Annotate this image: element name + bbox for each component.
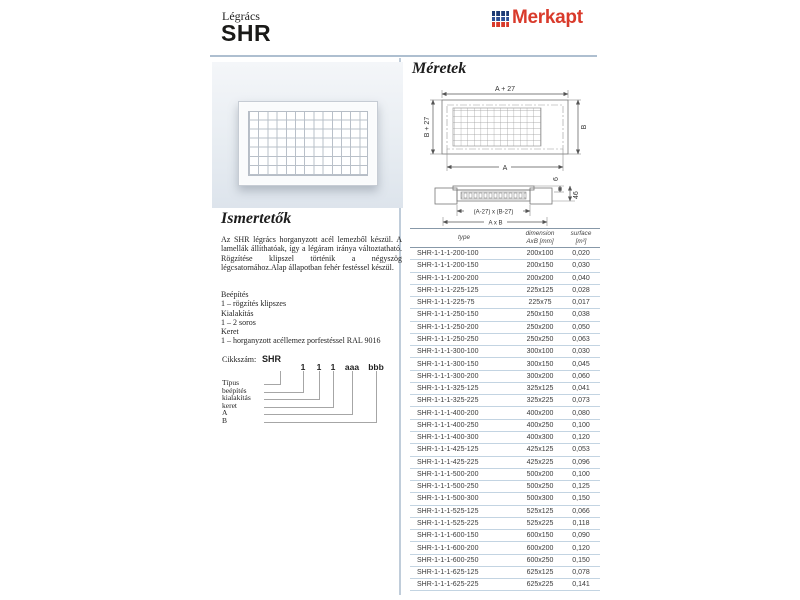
surface-cell: 0,050: [572, 323, 590, 331]
dimension-cell: 625x125: [526, 569, 554, 577]
type-cell: SHR-1-1-1-225-125: [417, 286, 479, 294]
table-row: [410, 469, 600, 481]
dimension-cell: 400x300: [526, 434, 554, 442]
spec-value: 1 – horganyzott acéllemez porfestéssel RAL 9016: [221, 336, 381, 346]
table-row: [410, 297, 600, 309]
order-code-position: 1: [300, 362, 306, 372]
surface-cell: 0,125: [572, 483, 590, 491]
product-photo: [212, 62, 403, 208]
dimension-cell: 225x75: [528, 299, 552, 307]
table-row: [410, 273, 600, 285]
surface-cell: 0,078: [572, 569, 590, 577]
lamella-teeth: [461, 192, 526, 199]
order-code-position: 1: [330, 362, 336, 372]
dimension-drawing: [408, 80, 600, 232]
surface-cell: 0,141: [572, 581, 590, 589]
dimension-cell: 400x200: [526, 409, 554, 417]
surface-cell: 0,100: [572, 421, 590, 429]
dimension-cell: 600x200: [526, 544, 554, 552]
brand-grid-icon: [492, 10, 510, 27]
surface-cell: 0,041: [572, 385, 590, 393]
order-code-position: 1: [316, 362, 322, 372]
size-table-header: [410, 228, 600, 248]
spec-term: Beépítés: [221, 290, 249, 299]
surface-cell: 0,040: [572, 274, 590, 282]
order-diagram: [214, 350, 400, 430]
type-cell: SHR-1-1-1-600-200: [417, 544, 479, 552]
surface-cell: 0,053: [572, 446, 590, 454]
surface-cell: 0,017: [572, 299, 590, 307]
type-cell: SHR-1-1-1-500-300: [417, 495, 479, 503]
surface-cell: 0,080: [572, 409, 590, 417]
table-row: [410, 555, 600, 567]
size-table-rows: [410, 248, 600, 591]
header-divider: [210, 55, 597, 57]
surface-cell: 0,030: [572, 262, 590, 270]
dimension-cell: 400x250: [526, 421, 554, 429]
surface-cell: 0,118: [572, 519, 590, 527]
front-view: [424, 86, 588, 172]
dimension-cell: 625x225: [526, 581, 554, 589]
spec-list: [221, 290, 406, 346]
table-row: [410, 346, 600, 358]
table-row: [410, 285, 600, 297]
table-row: [410, 444, 600, 456]
brand-name: Merkapt: [512, 7, 583, 28]
brand-logo: [492, 7, 583, 29]
dim-overall: A x B: [488, 220, 503, 227]
surface-cell: 0,090: [572, 532, 590, 540]
dimension-cell: 200x100: [526, 250, 554, 258]
section-view: [435, 177, 580, 227]
order-legend-label: kialakítás: [222, 393, 251, 402]
surface-cell: 0,020: [572, 250, 590, 258]
dimension-cell: 300x200: [526, 372, 554, 380]
type-cell: SHR-1-1-1-300-200: [417, 372, 479, 380]
type-cell: SHR-1-1-1-425-225: [417, 458, 479, 466]
dimension-cell: 600x250: [526, 556, 554, 564]
surface-cell: 0,150: [572, 556, 590, 564]
type-cell: SHR-1-1-1-400-300: [417, 434, 479, 442]
spec-value: 1 – rögzítés klipszes: [221, 299, 287, 309]
type-cell: SHR-1-1-1-625-225: [417, 581, 479, 589]
type-cell: SHR-1-1-1-250-150: [417, 311, 479, 319]
dimension-cell: 250x250: [526, 335, 554, 343]
table-row: [410, 371, 600, 383]
type-cell: SHR-1-1-1-625-125: [417, 569, 479, 577]
dimension-cell: 300x100: [526, 348, 554, 356]
dim-6: 6: [553, 177, 560, 181]
dimension-cell: 200x200: [526, 274, 554, 282]
section-heading-meretek: Méretek: [412, 60, 467, 77]
surface-cell: 0,060: [572, 372, 590, 380]
type-cell: SHR-1-1-1-600-150: [417, 532, 479, 540]
dimension-cell: 500x250: [526, 483, 554, 491]
table-row: [410, 395, 600, 407]
order-legend-label: beépítés: [222, 385, 247, 395]
table-row: [410, 248, 600, 260]
grille-lamella-grid: [248, 111, 368, 176]
table-row: [410, 334, 600, 346]
surface-cell: 0,120: [572, 434, 590, 442]
order-code-prefix: SHR: [262, 354, 282, 364]
type-cell: SHR-1-1-1-325-125: [417, 385, 479, 393]
table-row: [410, 481, 600, 493]
dimension-cell: 425x125: [526, 446, 554, 454]
surface-cell: 0,096: [572, 458, 590, 466]
table-row: [410, 579, 600, 591]
table-row: [410, 506, 600, 518]
type-cell: SHR-1-1-1-250-200: [417, 323, 479, 331]
order-legend-label: B: [222, 415, 228, 425]
type-cell: SHR-1-1-1-300-150: [417, 360, 479, 368]
surface-cell: 0,028: [572, 286, 590, 294]
type-cell: SHR-1-1-1-525-225: [417, 519, 479, 527]
type-cell: SHR-1-1-1-250-250: [417, 335, 479, 343]
table-row: [410, 457, 600, 469]
dimension-cell: 325x225: [526, 397, 554, 405]
table-row: [410, 530, 600, 542]
dimension-cell: 500x300: [526, 495, 554, 503]
surface-cell: 0,045: [572, 360, 590, 368]
table-row: [410, 432, 600, 444]
type-cell: SHR-1-1-1-300-100: [417, 348, 479, 356]
surface-cell: 0,063: [572, 335, 590, 343]
type-cell: SHR-1-1-1-400-200: [417, 409, 479, 417]
product-description: Az SHR légrács horganyzott acél lemezből készül. A lamellák állíthatóak, így a légáram iránya változtatható. Rögzítése klipszel történik a négyszög légcsatornához.Alap állapotban fehér festéssel készül.: [221, 235, 402, 272]
dim-b-plus-27: B + 27: [424, 116, 431, 138]
type-cell: SHR-1-1-1-325-225: [417, 397, 479, 405]
dimension-cell: 200x150: [526, 262, 554, 270]
type-cell: SHR-1-1-1-200-150: [417, 262, 479, 270]
dimension-cell: 525x125: [526, 507, 554, 515]
type-cell: SHR-1-1-1-400-250: [417, 421, 479, 429]
dim-46: 46: [573, 191, 580, 199]
dim-a: A: [502, 165, 508, 172]
table-row: [410, 567, 600, 579]
table-row: [410, 407, 600, 419]
table-row: [410, 420, 600, 432]
table-row: [410, 542, 600, 554]
type-cell: SHR-1-1-1-600-250: [417, 556, 479, 564]
order-legend-label: keret: [222, 400, 237, 410]
table-row: [410, 383, 600, 395]
dimension-cell: 600x150: [526, 532, 554, 540]
table-row: [410, 260, 600, 272]
dim-neck: (A-27) x (B-27): [473, 209, 514, 216]
order-legend-label: A: [222, 408, 228, 417]
dimension-cell: 250x150: [526, 311, 554, 319]
size-table: [410, 228, 600, 591]
surface-cell: 0,120: [572, 544, 590, 552]
page-title: SHR: [221, 20, 272, 46]
type-cell: SHR-1-1-1-200-200: [417, 274, 479, 282]
dimension-cell: 425x225: [526, 458, 554, 466]
surface-cell: 0,073: [572, 397, 590, 405]
type-cell: SHR-1-1-1-500-200: [417, 470, 479, 478]
product-category: Légrács: [222, 9, 260, 23]
surface-cell: 0,150: [572, 495, 590, 503]
col-header-dimension: dimension AxB [mm]: [525, 230, 555, 245]
dimension-cell: 225x125: [526, 286, 554, 294]
order-code-position: aaa: [344, 362, 360, 372]
col-header-type: type: [458, 234, 470, 242]
table-row: [410, 358, 600, 370]
order-code-position: bbb: [368, 362, 384, 372]
section-heading-ismertetok: Ismertetők: [221, 210, 292, 227]
dim-a-plus-27: A + 27: [494, 86, 516, 93]
type-cell: SHR-1-1-1-525-125: [417, 507, 479, 515]
table-row: [410, 322, 600, 334]
grille-frame: [238, 101, 378, 186]
surface-cell: 0,100: [572, 470, 590, 478]
spec-term: Kialakítás: [221, 308, 254, 318]
dimension-cell: 525x225: [526, 519, 554, 527]
table-row: [410, 518, 600, 530]
order-legend: [222, 379, 251, 424]
spec-term: Keret: [221, 327, 239, 337]
type-cell: SHR-1-1-1-500-250: [417, 483, 479, 491]
type-cell: SHR-1-1-1-425-125: [417, 446, 479, 454]
table-row: [410, 309, 600, 321]
order-legend-label: Típus: [222, 378, 240, 387]
dimension-cell: 325x125: [526, 385, 554, 393]
table-row: [410, 493, 600, 505]
surface-cell: 0,038: [572, 311, 590, 319]
order-connector-line: [264, 371, 377, 423]
surface-cell: 0,030: [572, 348, 590, 356]
type-cell: SHR-1-1-1-200-100: [417, 250, 479, 258]
dimension-cell: 300x150: [526, 360, 554, 368]
dimension-cell: 250x200: [526, 323, 554, 331]
dim-b: B: [581, 124, 588, 130]
col-header-surface: surface [m²]: [570, 230, 592, 245]
order-code-label: Cikkszám:: [222, 355, 257, 364]
surface-cell: 0,066: [572, 507, 590, 515]
type-cell: SHR-1-1-1-225-75: [417, 299, 475, 307]
dimension-cell: 500x200: [526, 470, 554, 478]
spec-value: 1 – 2 soros: [221, 317, 256, 327]
